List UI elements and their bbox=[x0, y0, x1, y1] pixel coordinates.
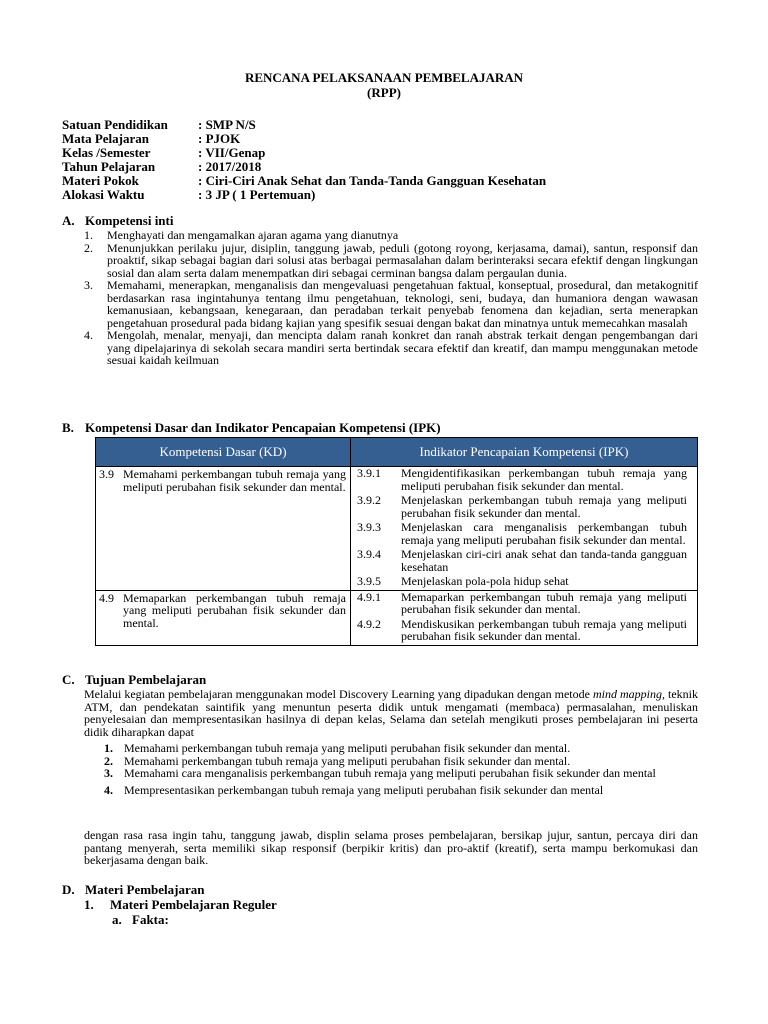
table-header-row bbox=[96, 438, 698, 467]
section-d-heading bbox=[62, 882, 204, 897]
item-number: 1. bbox=[104, 741, 113, 755]
identity-value: : PJOK bbox=[198, 131, 241, 146]
list-item bbox=[104, 767, 698, 780]
list-item bbox=[84, 242, 698, 280]
identity-value: : Ciri-Ciri Anak Sehat dan Tanda-Tanda Gangguan Kesehatan bbox=[198, 173, 547, 188]
identity-value: : 2017/2018 bbox=[198, 159, 262, 174]
ipk-text: Mendiskusikan perkembangan tubuh remaja yang meliputi perubahan fisik sekunder dan mental. bbox=[401, 616, 687, 643]
kd-code: 4.9 bbox=[99, 590, 114, 605]
tujuan-closing: dengan rasa rasa ingin tahu, tanggung jawab, displin selama proses pembelajaran, bersikap jujur, santun, percaya diri dan pantang menyerah, serta memiliki sikap responsif (berpikir kritis) dan pro-aktif (kreatif), serta mampu berkomukasi dan bekerjasama dengan baik. bbox=[84, 828, 698, 867]
section-title: Kompetensi Dasar dan Indikator Pencapaian Kompetensi (IPK) bbox=[85, 420, 441, 435]
item-number: 3. bbox=[104, 766, 113, 780]
identity-label: Satuan Pendidikan bbox=[62, 117, 168, 132]
section-title: Materi Pembelajaran bbox=[85, 882, 205, 897]
item-text: Memahami cara menganalisis perkembangan tubuh remaja yang meliputi perubahan fisik sekunder dan mental bbox=[124, 766, 656, 780]
item-text: Memahami perkembangan tubuh remaja yang meliputi perubahan fisik sekunder dan mental. bbox=[124, 753, 571, 768]
identity-value: : VII/Genap bbox=[198, 145, 266, 160]
item-number: 2. bbox=[84, 240, 93, 255]
fakta-subheading bbox=[112, 912, 169, 927]
item-number: 1. bbox=[84, 228, 93, 242]
ipk-code: 4.9.1 bbox=[357, 589, 381, 604]
ipk-entry bbox=[351, 618, 697, 645]
ipk-entry bbox=[351, 521, 697, 548]
kd-entry bbox=[96, 591, 350, 632]
sub-title: Fakta: bbox=[132, 912, 169, 927]
identity-label: Mata Pelajaran bbox=[62, 131, 150, 146]
identity-row bbox=[62, 118, 546, 132]
ipk-entry bbox=[351, 467, 697, 494]
ipk-cell bbox=[351, 467, 698, 591]
intro-text: , teknik ATM, dan pendekatan saintifik yang menuntun peserta didik untuk mengamati (membaca) permasalahan, menuliskan penyelesaian dan mempresentasikan hasilnya di depan kelas, Selama dan setelah mengikuti proses pembelajaran ini peserta didik diharapkan dapat bbox=[84, 687, 698, 739]
ipk-text: Menjelaskan perkembangan tubuh remaja yang meliputi perubahan fisik sekunder dan mental. bbox=[401, 493, 687, 520]
ipk-text: Memaparkan perkembangan tubuh remaja yang meliputi perubahan fisik sekunder dan mental. bbox=[401, 589, 687, 616]
sub-number: a. bbox=[112, 912, 122, 927]
section-title: Tujuan Pembelajaran bbox=[85, 672, 207, 687]
ipk-code: 3.9.3 bbox=[357, 520, 381, 534]
sub-title: Materi Pembelajaran Reguler bbox=[110, 897, 277, 912]
item-text: Memahami perkembangan tubuh remaja yang meliputi perubahan fisik sekunder dan mental. bbox=[124, 741, 571, 755]
kd-entry bbox=[96, 467, 350, 495]
kd-cell bbox=[96, 590, 351, 645]
ipk-code: 3.9.4 bbox=[357, 547, 381, 561]
list-item bbox=[84, 279, 698, 329]
document-title: RENCANA PELAKSANAAN PEMBELAJARAN bbox=[244, 70, 524, 85]
table-row bbox=[96, 467, 698, 591]
item-text: Mengolah, menalar, menyaji, dan mencipta dalam ranah konkret dan ranah abstrak terkait dengan pengembangan dari yang dipelajarinya di sekolah secara mandiri serta bertindak secara efektif dan kreatif, dan mampu menggunakan metode sesuai kaidah keilmuan bbox=[107, 328, 698, 367]
sub-number: 1. bbox=[84, 897, 94, 912]
tujuan-list bbox=[104, 742, 698, 796]
ipk-code: 3.9.5 bbox=[357, 574, 381, 588]
identity-label: Materi Pokok bbox=[62, 173, 139, 188]
identity-row bbox=[62, 188, 546, 202]
kd-text: Memahami perkembangan tubuh remaja yang meliputi perubahan fisik sekunder dan mental. bbox=[123, 467, 346, 494]
ipk-text: Mengidentifikasikan perkembangan tubuh remaja yang meliputi perubahan fisik sekunder dan mental. bbox=[401, 466, 687, 493]
identity-row bbox=[62, 160, 546, 174]
tujuan-intro bbox=[84, 688, 698, 738]
item-number: 3. bbox=[84, 278, 93, 292]
section-letter: C. bbox=[62, 672, 75, 687]
table-header-cell: Indikator Pencapaian Kompetensi (IPK) bbox=[351, 438, 698, 467]
section-c-heading bbox=[62, 672, 206, 687]
section-b-heading bbox=[62, 420, 441, 435]
kompetensi-inti-list bbox=[84, 229, 698, 367]
ipk-cell bbox=[351, 590, 698, 645]
section-letter: D. bbox=[62, 882, 75, 897]
ipk-entry bbox=[351, 591, 697, 618]
item-number: 2. bbox=[104, 753, 113, 768]
intro-italic-text: mind mapping bbox=[592, 687, 662, 701]
item-text: Menunjukkan perilaku jujur, disiplin, tanggung jawab, peduli (gotong royong, kerjasama, damai), santun, responsif dan proaktif, sikap sebagai bagian dari solusi atas berbagai permasalahan dalam berinteraksi secara efektif dengan lingkungan sosial dan alam serta dalam menempatkan diri sebagai cerminan bangsa dalam pergaulan dunia. bbox=[107, 240, 698, 280]
list-item bbox=[84, 329, 698, 367]
item-text: Menghayati dan mengamalkan ajaran agama yang dianutnya bbox=[107, 228, 399, 242]
kd-ipk-table bbox=[95, 437, 698, 646]
identity-block bbox=[62, 118, 546, 202]
identity-label: Tahun Pelajaran bbox=[62, 159, 156, 174]
identity-label: Kelas /Semester bbox=[62, 145, 151, 160]
kd-code: 3.9 bbox=[99, 467, 114, 481]
identity-value: : 3 JP ( 1 Pertemuan) bbox=[198, 187, 316, 202]
section-a-heading bbox=[62, 213, 173, 228]
section-letter: B. bbox=[62, 420, 74, 435]
document-subtitle: (RPP) bbox=[367, 85, 401, 100]
ipk-code: 4.9.2 bbox=[357, 616, 381, 631]
identity-row bbox=[62, 174, 546, 188]
section-letter: A. bbox=[62, 213, 75, 228]
ipk-code: 3.9.2 bbox=[357, 493, 381, 507]
item-number: 4. bbox=[84, 328, 93, 342]
ipk-text: Menjelaskan pola-pola hidup sehat bbox=[401, 574, 569, 588]
identity-label: Alokasi Waktu bbox=[62, 187, 145, 202]
list-item bbox=[104, 784, 698, 797]
table-row bbox=[96, 590, 698, 645]
identity-value: : SMP N/S bbox=[198, 117, 256, 132]
identity-row bbox=[62, 132, 546, 146]
ipk-code: 3.9.1 bbox=[357, 466, 381, 480]
item-number: 4. bbox=[104, 782, 113, 797]
ipk-text: Menjelaskan cara menganalisis perkembangan tubuh remaja yang meliputi perubahan fisik sekunder dan mental. bbox=[401, 520, 687, 547]
section-title: Kompetensi inti bbox=[85, 213, 174, 228]
ipk-entry bbox=[351, 548, 697, 575]
intro-text: Melalui kegiatan pembelajaran menggunakan model Discovery Learning yang dipadukan dengan metode bbox=[84, 687, 593, 701]
identity-row bbox=[62, 146, 546, 160]
ipk-entry bbox=[351, 494, 697, 521]
kd-text: Memaparkan perkembangan tubuh remaja yang meliputi perubahan fisik sekunder dan mental. bbox=[123, 590, 346, 630]
ipk-entry bbox=[351, 575, 697, 590]
materi-subheading bbox=[84, 897, 277, 912]
table-header-cell: Kompetensi Dasar (KD) bbox=[96, 438, 351, 467]
ipk-text: Menjelaskan ciri-ciri anak sehat dan tanda-tanda gangguan kesehatan bbox=[401, 547, 687, 574]
item-text: Mempresentasikan perkembangan tubuh remaja yang meliputi perubahan fisik sekunder dan mental bbox=[124, 782, 604, 797]
kd-cell bbox=[96, 467, 351, 591]
item-text: Memahami, menerapkan, menganalisis dan mengevaluasi pengetahuan faktual, konseptual, prosedural, dan metakognitif berdasarkan rasa ingintahunya tentang ilmu pengetahuan, teknologi, seni, budaya, dan humaniora dengan wawasan kemanusiaan, kebangsaan, kenegaraan, dan peradaban terkait penyebab fenomena dan kejadian, serta menerapkan pengetahuan prosedural pada bidang kajian yang spesifik sesuai dengan bakat dan minatnya untuk memecahkan masalah bbox=[107, 278, 698, 330]
